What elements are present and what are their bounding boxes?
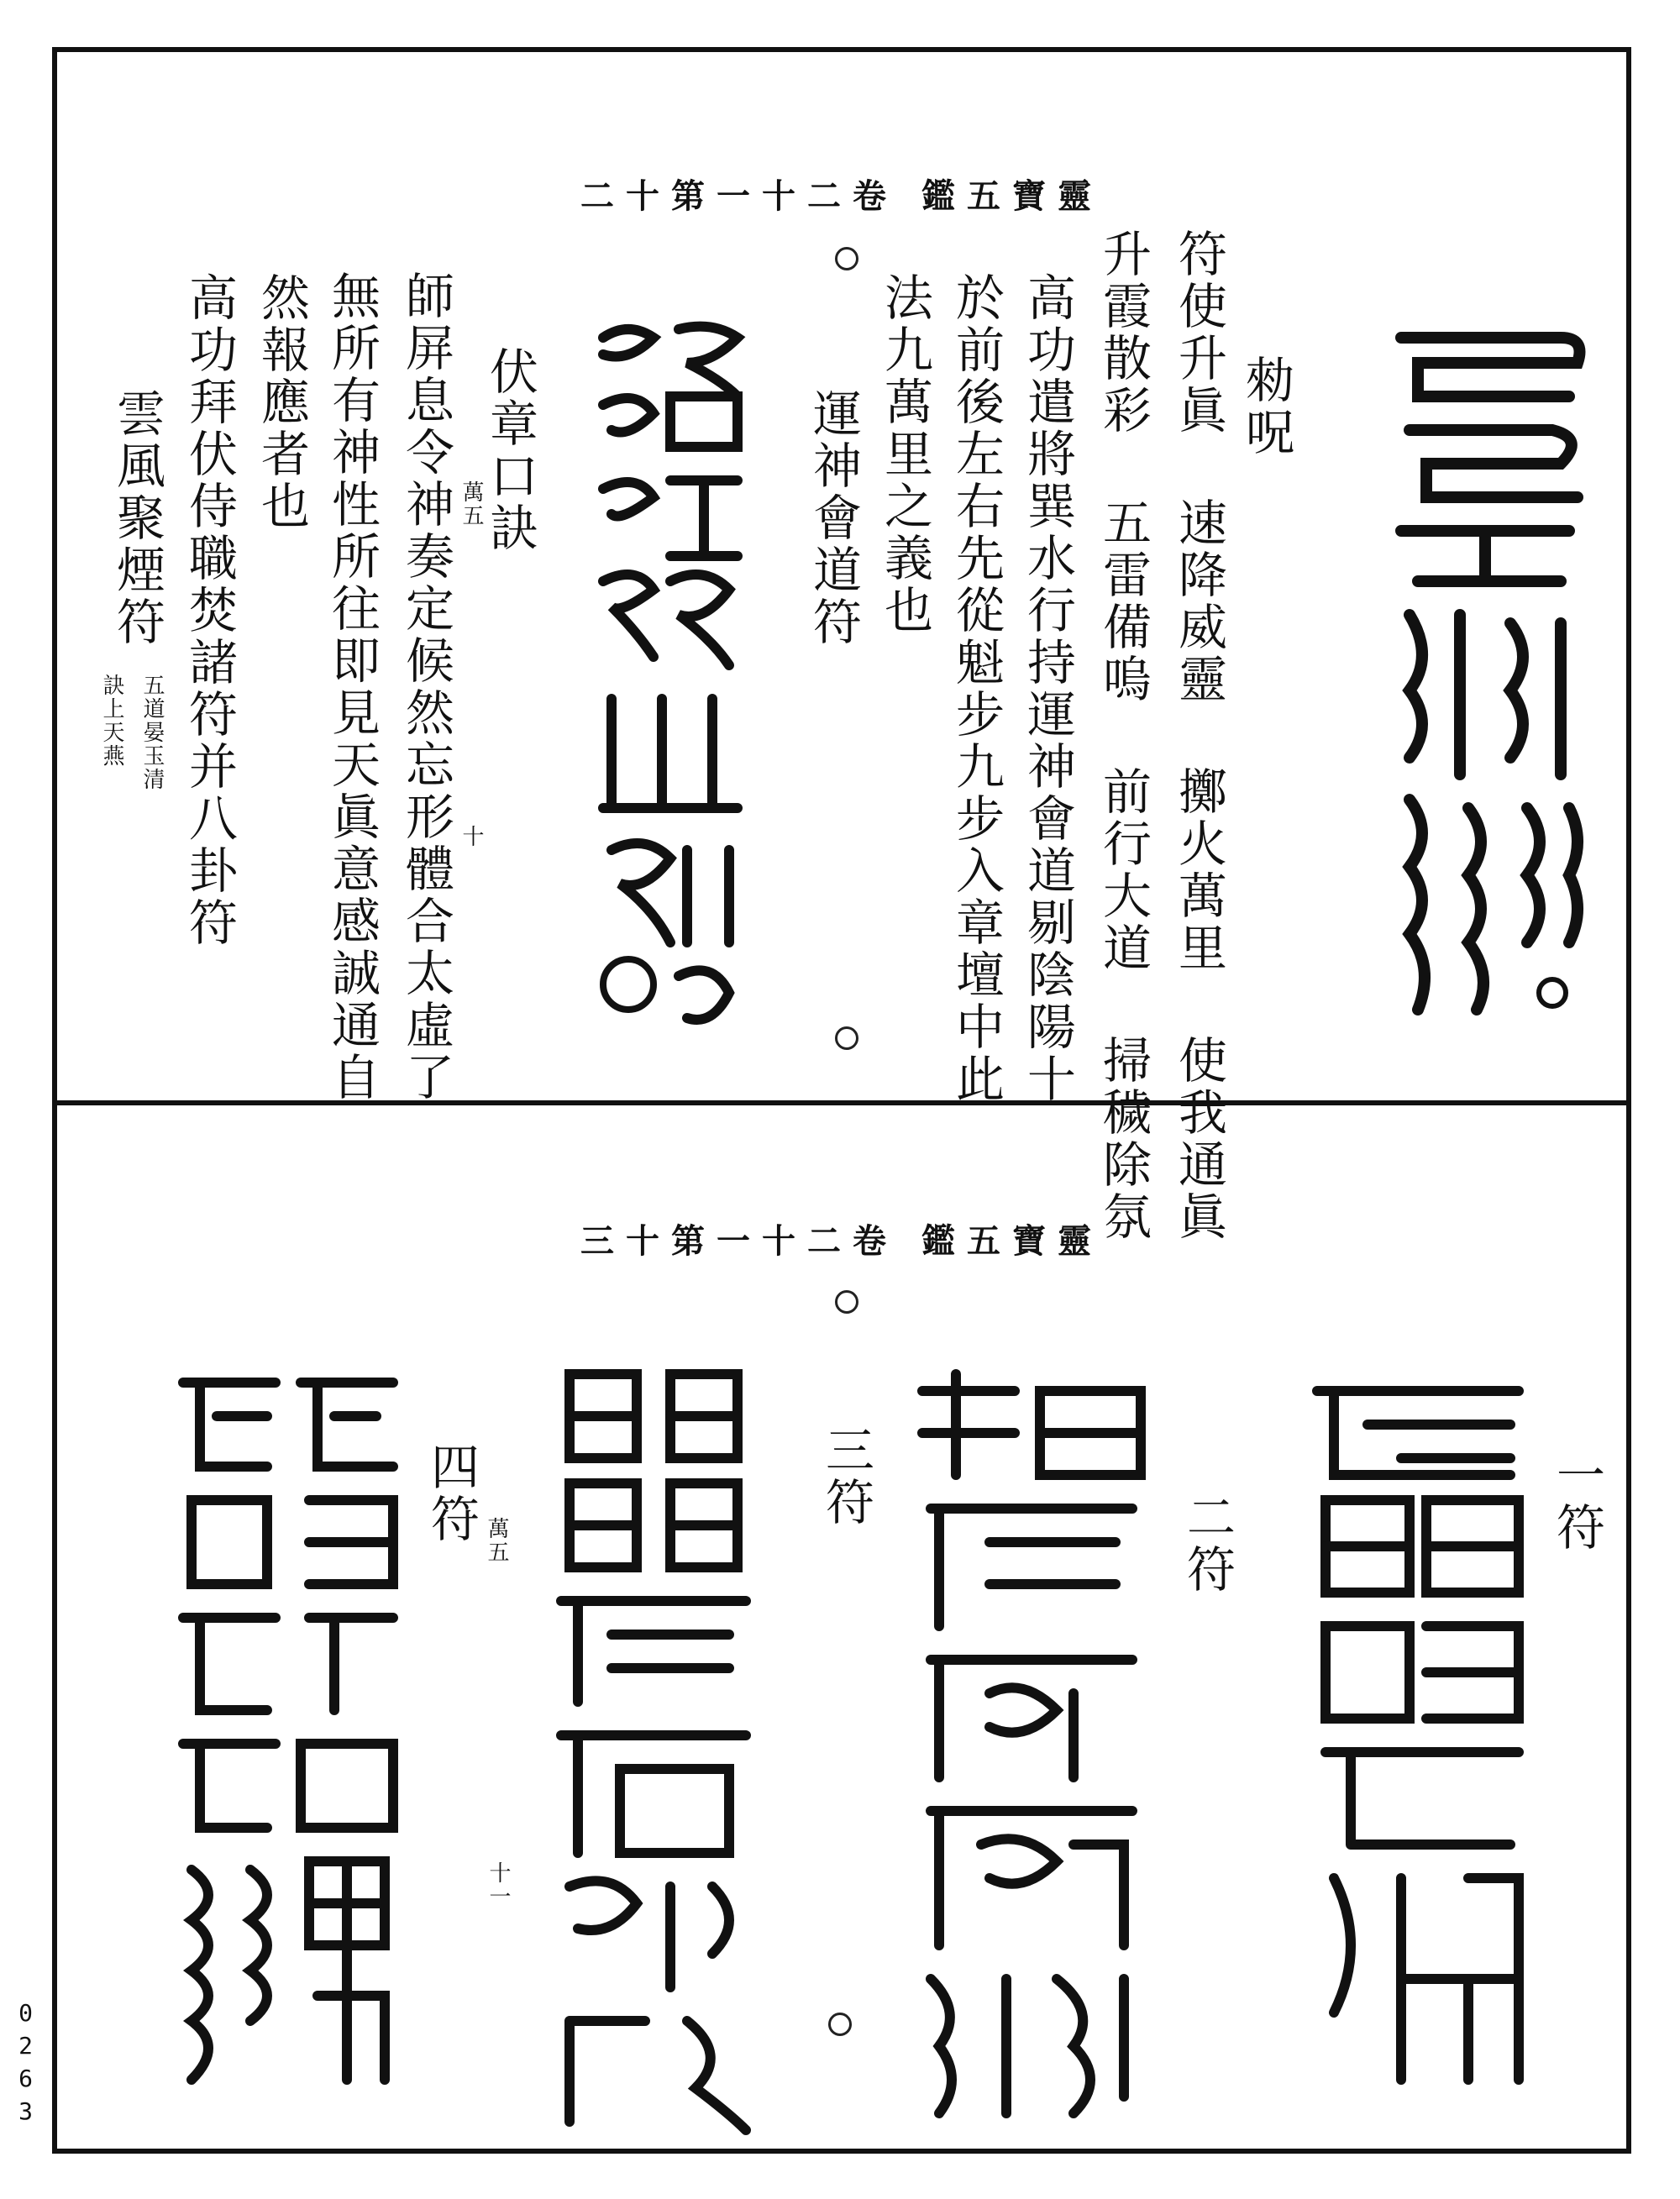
talisman-label-3: 三符 [817, 1425, 874, 1529]
heading-memorial-formula: 伏章口訣 [481, 346, 538, 554]
heading-invocation: 勑呪 [1237, 354, 1294, 459]
top-running-header: 二十第一十二卷 鑑五寶靈 [580, 176, 1103, 216]
binding-hole [828, 2013, 852, 2036]
binding-hole [835, 1290, 858, 1314]
small-note: 十 [459, 825, 484, 848]
binding-hole [835, 1026, 858, 1050]
text-column: 然報應者也 [253, 272, 310, 533]
text-column: 高功遣將巽水行持運神會道剔陰陽十 [1019, 272, 1076, 1105]
talisman-glyph [1384, 304, 1594, 1035]
talisman-glyph [906, 1357, 1158, 2147]
small-note: 五道晏玉清 [139, 674, 165, 791]
talisman-caption: 運神會道符 [805, 388, 862, 648]
text-column: 無所有神性所往即見天眞意感誠通自 [323, 270, 381, 1104]
page-number: 0263 [12, 1999, 39, 2130]
bottom-running-header: 三十第一十二卷 鑑五寶靈 [580, 1221, 1103, 1261]
talisman-glyph [1300, 1357, 1536, 2113]
small-note: 訣上天燕 [99, 674, 124, 768]
talisman-label-4: 四符 [423, 1441, 480, 1546]
small-note: 十一 [486, 1861, 511, 1908]
bottom-panel [57, 1105, 1626, 2149]
text-column: 符使升眞 速降威靈 擲火萬里 使我通眞 [1170, 228, 1227, 1243]
text-column: 法九萬里之義也 [876, 272, 933, 637]
talisman-glyph [586, 304, 754, 1043]
talisman-label-1: 一符 [1548, 1450, 1605, 1554]
text-column: 高功拜伏侍職焚諸符并八卦符 [181, 272, 238, 949]
talisman-glyph [544, 1349, 763, 2155]
binding-hole [835, 247, 858, 270]
talisman-glyph [166, 1357, 410, 2130]
small-note: 萬五 [484, 1517, 509, 1564]
small-note: 萬五 [459, 480, 484, 527]
text-column: 雲風聚煙符 [108, 388, 165, 648]
text-column: 升霞散彩 五雷備嗚 前行大道 掃穢除氛 [1095, 228, 1152, 1243]
text-column: 於前後左右先從魁步九步入章壇中此 [948, 272, 1005, 1105]
text-column: 師屏息令神奏定候然忘形體合太虛了 [397, 270, 454, 1104]
talisman-label-2: 二符 [1179, 1492, 1236, 1596]
